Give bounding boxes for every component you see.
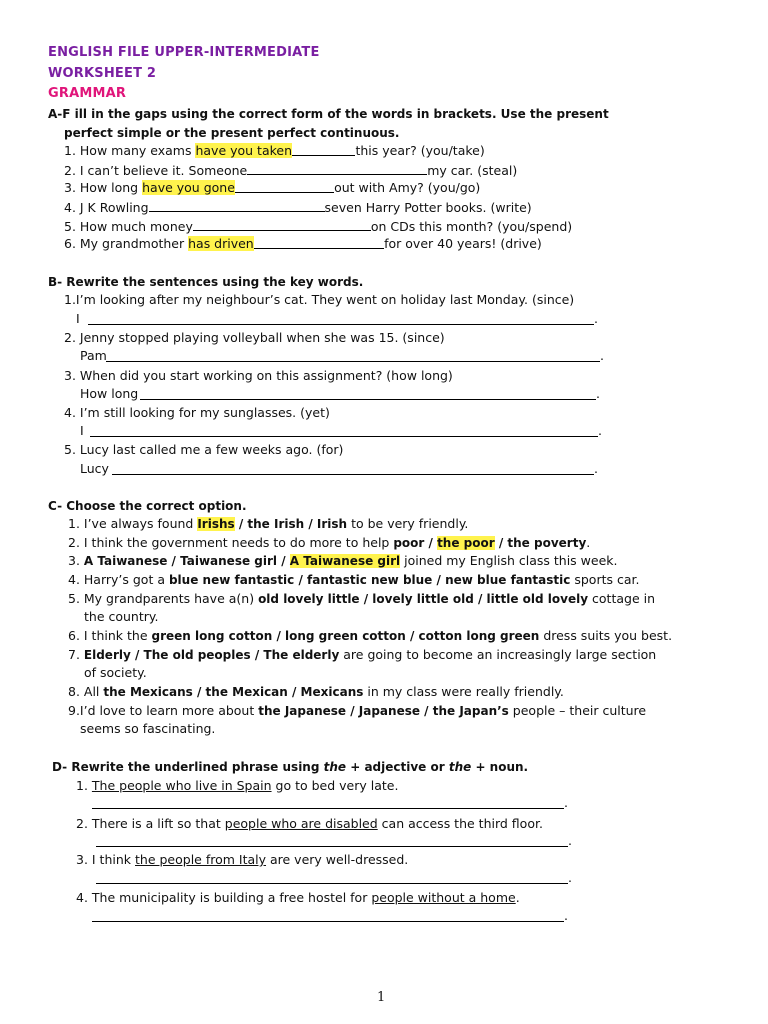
b-item-5-start: Lucy [80,461,109,476]
c-item-6: 6. I think the green long cotton / long green cotton / cotton long green dress suits you best. [68,628,673,643]
c-item-7-cont: of society. [84,665,147,680]
c-item-9: 9.I’d love to learn more about the Japanese / Japanese / the Japan’s people – their culture [68,703,647,718]
b-item-4-start: I [80,423,84,438]
b-item-4-answer-line[interactable] [90,436,598,437]
worksheet-page: ENGLISH FILE UPPER-INTERMEDIATE WORKSHEET 2 GRAMMAR A-F ill in the gaps using the correct form of the words in brackets. Use the present perfect simple or the present perfect continuous. 1. How many exams have you taken this year? (you/take) 2. I can’t believe it. Someone my car. (steal) 3. How long have you gone out with Amy? (you/go) 4. J K Rowling seven Harry Potter books. (write) 5. How much money on CDs this month? (you/spend) 6. My grandmother has driven for over 40 years! (drive) B- Rewrite the sentences using the key words. 1.I’m looking after my neighbour’s cat. They went on holiday last Monday. (since) I . 2. Jenny stopped playing volleyball when she was 15. (since) Pam . 3. When did you start working on this assignment? (how long) How long . 4. I’m still looking for my sunglasses. (yet) I . 5. Lucy last called me a few weeks ago. (for) Lucy . C- Choose the correct option. 1. I’ve always found Irishs / the Irish / Irish to be very friendly. 2. I think the government needs to do more to help poor / the poor / the poverty. 3. A Taiwanese / Taiwanese girl / A Taiwanese girl joined my English class this week. 4. Harry’s got a blue new fantastic / fantastic new blue / new blue fantastic sports car. 5. My grandparents have a(n) old lovely little / lovely little old / little old lovely cottage in the country. 6. I think the green long cotton / long green cotton / cotton long green dress suits you best. 7. Elderly / The old peoples / The elderly are going to become an increasingly large section of society. 8. All the Mexicans / the Mexican / Mexicans in my class were really friendly. 9.I’d love to learn more about the Japanese / Japanese / the Japan’s people – their culture seems so fascinating. D- Rewrite the underlined phrase using the + adjective or the + noun. 1. The people who live in Spain go to bed very late. . 2. There is a lift so that people who are disabled can access the third floor. . 3. I think the people from Italy are very well-dressed. . 4. The municipality is building a free hostel for people without a home. . 1 [48,45,673,1005]
b-item-1-answer-line[interactable] [88,324,594,325]
c-item-9-cont: seems so fascinating. [80,721,216,736]
b-item-3-sentence: 3. When did you start working on this assignment? (how long) [64,368,453,383]
section-heading-grammar: GRAMMAR [48,86,127,101]
c-item-7: 7. Elderly / The old peoples / The elderly are going to become an increasingly large section [68,647,657,662]
answer-blank[interactable] [149,198,325,212]
a-item-2: 2. I can’t believe it. Someone my car. (steal) [64,163,518,178]
section-d-instruction: D- Rewrite the underlined phrase using the + adjective or the + noun. [52,760,529,774]
answer-blank[interactable] [188,235,384,249]
answer-blank[interactable] [142,179,334,193]
d-item-1-answer-line[interactable] [92,808,564,809]
c-item-1: 1. I’ve always found Irishs / the Irish / Irish to be very friendly. [68,516,469,531]
d-item-1: 1. The people who live in Spain go to bed very late. [76,778,399,793]
b-item-5-sentence: 5. Lucy last called me a few weeks ago. (for) [64,442,344,457]
b-item-2-sentence: 2. Jenny stopped playing volleyball when she was 15. (since) [64,330,445,345]
b-item-1-sentence: 1.I’m looking after my neighbour’s cat. They went on holiday last Monday. (since) [64,292,575,307]
answer-blank[interactable] [195,142,355,156]
d-item-2: 2. There is a lift so that people who are disabled can access the third floor. [76,816,543,831]
b-item-3-answer-line[interactable] [140,399,596,400]
section-a-instruction-cont: perfect simple or the present perfect continuous. [64,126,400,140]
b-item-4-sentence: 4. I’m still looking for my sunglasses. (yet) [64,405,330,420]
c-item-5-cont: the country. [84,609,159,624]
worksheet-series-title: ENGLISH FILE UPPER-INTERMEDIATE [48,45,320,60]
c-item-3: 3. A Taiwanese / Taiwanese girl / A Taiwanese girl joined my English class this week. [68,553,618,568]
section-b-instruction: B- Rewrite the sentences using the key words. [48,275,364,289]
section-c-instruction: C- Choose the correct option. [48,499,247,513]
filled-answer: have you gone [142,180,235,195]
d-item-4: 4. The municipality is building a free hostel for people without a home. [76,890,520,905]
a-item-4: 4. J K Rowling seven Harry Potter books. (write) [64,200,532,215]
b-item-2-start: Pam [80,348,107,363]
selected-option: Irishs [197,517,235,531]
b-item-5-answer-line[interactable] [112,474,594,475]
filled-answer: has driven [188,236,254,251]
a-item-6: 6. My grandmother has driven for over 40 years! (drive) [64,236,542,251]
c-item-4: 4. Harry’s got a blue new fantastic / fantastic new blue / new blue fantastic sports car. [68,572,640,587]
answer-blank[interactable] [193,217,371,231]
b-item-3-start: How long [80,386,139,401]
d-item-4-answer-line[interactable] [92,921,564,922]
b-item-2-answer-line[interactable] [106,361,600,362]
d-item-3-answer-line[interactable] [96,883,568,884]
worksheet-number: WORKSHEET 2 [48,66,157,81]
a-item-1: 1. How many exams have you taken this year? (you/take) [64,143,485,158]
d-item-2-answer-line[interactable] [96,846,568,847]
b-item-1-start: I [76,311,80,326]
filled-answer: have you taken [195,143,293,158]
c-item-8: 8. All the Mexicans / the Mexican / Mexicans in my class were really friendly. [68,684,564,699]
section-a-instruction: A-F ill in the gaps using the correct form of the words in brackets. Use the present [48,107,609,121]
answer-blank[interactable] [247,161,427,175]
c-item-2: 2. I think the government needs to do more to help poor / the poor / the poverty. [68,535,591,550]
c-item-5: 5. My grandparents have a(n) old lovely little / lovely little old / little old lovely cottage in [68,591,656,606]
a-item-5: 5. How much money on CDs this month? (you/spend) [64,219,573,234]
a-item-3: 3. How long have you gone out with Amy? (you/go) [64,180,481,195]
selected-option: the poor [437,536,495,550]
selected-option: A Taiwanese girl [289,554,401,568]
page-number: 1 [377,990,386,1005]
d-item-3: 3. I think the people from Italy are very well-dressed. [76,852,409,867]
